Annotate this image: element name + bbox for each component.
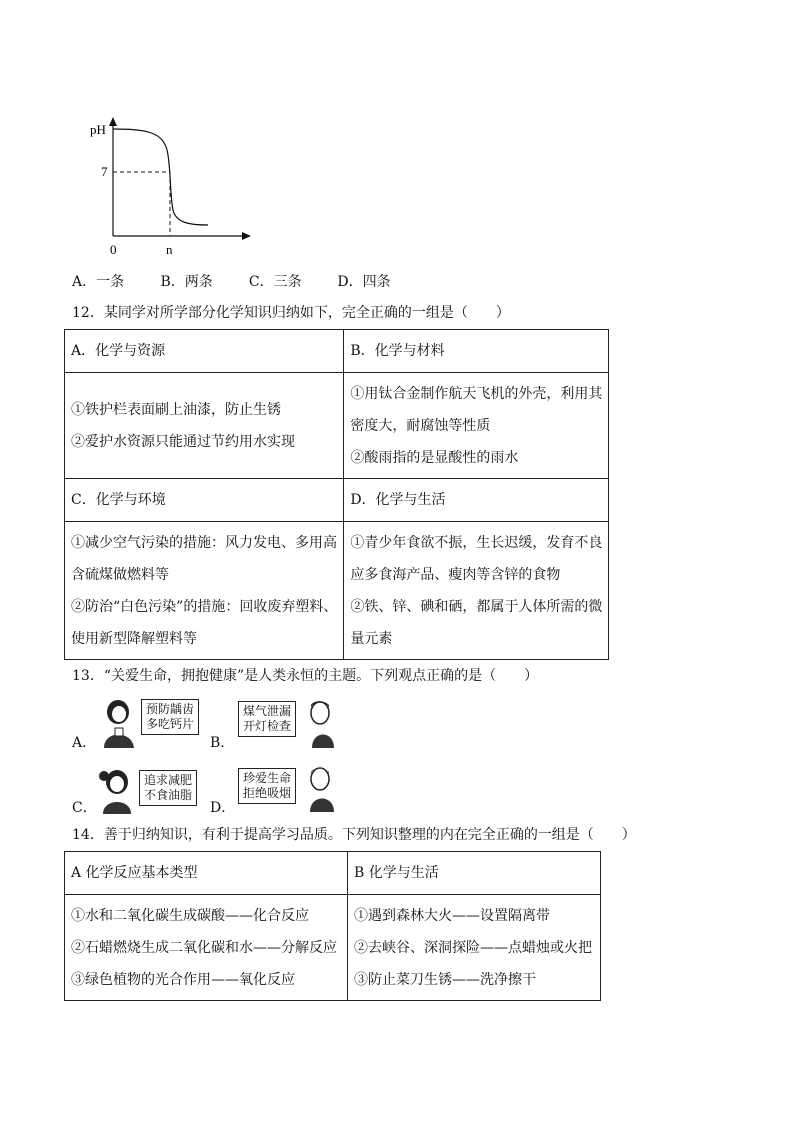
q12-b-item-2: 密度大，耐腐蚀等性质 <box>350 417 491 434</box>
q13-c-bubble-line1: 追求减肥 <box>144 773 193 787</box>
q14-b-content <box>348 895 601 1001</box>
q13-b-bubble <box>238 701 296 737</box>
ph7-label: 7 <box>101 164 108 179</box>
q11-option-a[interactable]: A．一条 <box>72 274 125 290</box>
q14-table <box>64 851 601 1001</box>
q14-a-item-3: ③绿色植物的光合作用——氧化反应 <box>71 971 295 988</box>
q13-option-c-label[interactable]: C． <box>72 800 97 816</box>
y-axis-arrow <box>109 117 117 126</box>
q12-b-item-1: ①用钛合金制作航天飞机的外壳，利用其 <box>350 385 603 402</box>
q12-table <box>64 329 609 660</box>
ph-curve-figure <box>80 115 260 260</box>
q11-options <box>72 272 391 292</box>
q12-b-content <box>344 373 609 479</box>
man-figure-icon <box>304 700 340 748</box>
q13-stem: 13．“关爱生命，拥抱健康”是人类永恒的主题。下列观点正确的是（ ） <box>72 668 539 684</box>
q13-c-bubble <box>139 770 197 806</box>
q12-a-item-2: ②爱护水资源只能通过节约用水实现 <box>71 433 295 450</box>
ph-axis-label: pH <box>90 122 106 137</box>
q12-d-item-1: ①青少年食欲不振，生长迟缓，发育不良 <box>350 534 603 551</box>
q13-b-bubble-line1: 煤气泄漏 <box>243 704 292 718</box>
boy-figure-icon <box>302 766 340 812</box>
q12-d-title[interactable]: D．化学与生活 <box>344 479 609 522</box>
q12-d-item-4: 量元素 <box>350 630 393 647</box>
q12-c-item-4: 使用新型降解塑料等 <box>71 630 197 647</box>
q12-c-item-1: ①减少空气污染的措施：风力发电、多用高 <box>71 534 337 551</box>
q13-option-b-label[interactable]: B． <box>210 735 235 751</box>
q14-a-item-2: ②石蜡燃烧生成二氧化碳和水——分解反应 <box>71 939 337 956</box>
q14-b-title[interactable]: B 化学与生活 <box>348 852 601 895</box>
q14-b-item-3: ③防止菜刀生锈——洗净擦干 <box>354 971 536 988</box>
q12-a-title[interactable]: A．化学与资源 <box>65 330 344 373</box>
q12-c-content <box>65 522 344 660</box>
q13-d-bubble-line1: 珍爱生命 <box>243 771 292 785</box>
q11-option-d[interactable]: D．四条 <box>337 274 391 290</box>
q14-b-item-2: ②去峡谷、深洞探险——点蜡烛或火把 <box>354 939 592 956</box>
q11-option-c[interactable]: C．三条 <box>248 274 302 290</box>
girl-figure-icon <box>98 698 140 748</box>
woman-figure-icon <box>95 768 139 814</box>
q13-b-bubble-line2: 开灯检查 <box>243 719 292 733</box>
q13-a-bubble-line2: 多吃钙片 <box>146 717 195 731</box>
q12-d-item-3: ②铁、锌、碘和硒，都属于人体所需的微 <box>350 598 603 615</box>
q12-b-title[interactable]: B．化学与材料 <box>344 330 609 373</box>
q13-option-d-label[interactable]: D． <box>210 800 236 816</box>
q14-a-content <box>65 895 348 1001</box>
q12-c-title[interactable]: C．化学与环境 <box>65 479 344 522</box>
q14-a-title[interactable]: A 化学反应基本类型 <box>65 852 348 895</box>
q13-d-bubble-line2: 拒绝吸烟 <box>243 786 292 800</box>
q14-a-item-1: ①水和二氧化碳生成碳酸——化合反应 <box>71 907 309 924</box>
q13-c-bubble-line2: 不食油脂 <box>144 788 193 802</box>
q12-d-item-2: 应多食海产品、瘦肉等含锌的食物 <box>350 566 561 583</box>
origin-label: 0 <box>110 242 117 257</box>
q12-a-item-1: ①铁护栏表面刷上油漆，防止生锈 <box>71 401 281 418</box>
q12-c-item-2: 含硫煤做燃料等 <box>71 566 169 583</box>
q12-stem: 12．某同学对所学部分化学知识归纳如下，完全正确的一组是（ ） <box>72 305 510 321</box>
q14-b-item-1: ①遇到森林大火——设置隔离带 <box>354 907 550 924</box>
q12-c-item-3: ②防治“白色污染”的措施：回收废弃塑料、 <box>71 598 338 615</box>
n-label: n <box>166 242 173 257</box>
q13-a-bubble-line1: 预防龋齿 <box>146 702 195 716</box>
q11-option-b[interactable]: B．两条 <box>160 274 213 290</box>
q12-d-content <box>344 522 609 660</box>
q13-option-a-label[interactable]: A． <box>72 735 97 751</box>
q13-a-bubble <box>141 699 199 735</box>
ph-curve <box>113 129 208 225</box>
q14-stem: 14．善于归纳知识，有利于提高学习品质。下列知识整理的内在完全正确的一组是（ ） <box>72 827 636 843</box>
q13-d-bubble <box>238 768 296 804</box>
q12-a-content <box>65 373 344 479</box>
q12-b-item-3: ②酸雨指的是显酸性的雨水 <box>350 449 519 466</box>
x-axis-arrow <box>242 232 251 240</box>
